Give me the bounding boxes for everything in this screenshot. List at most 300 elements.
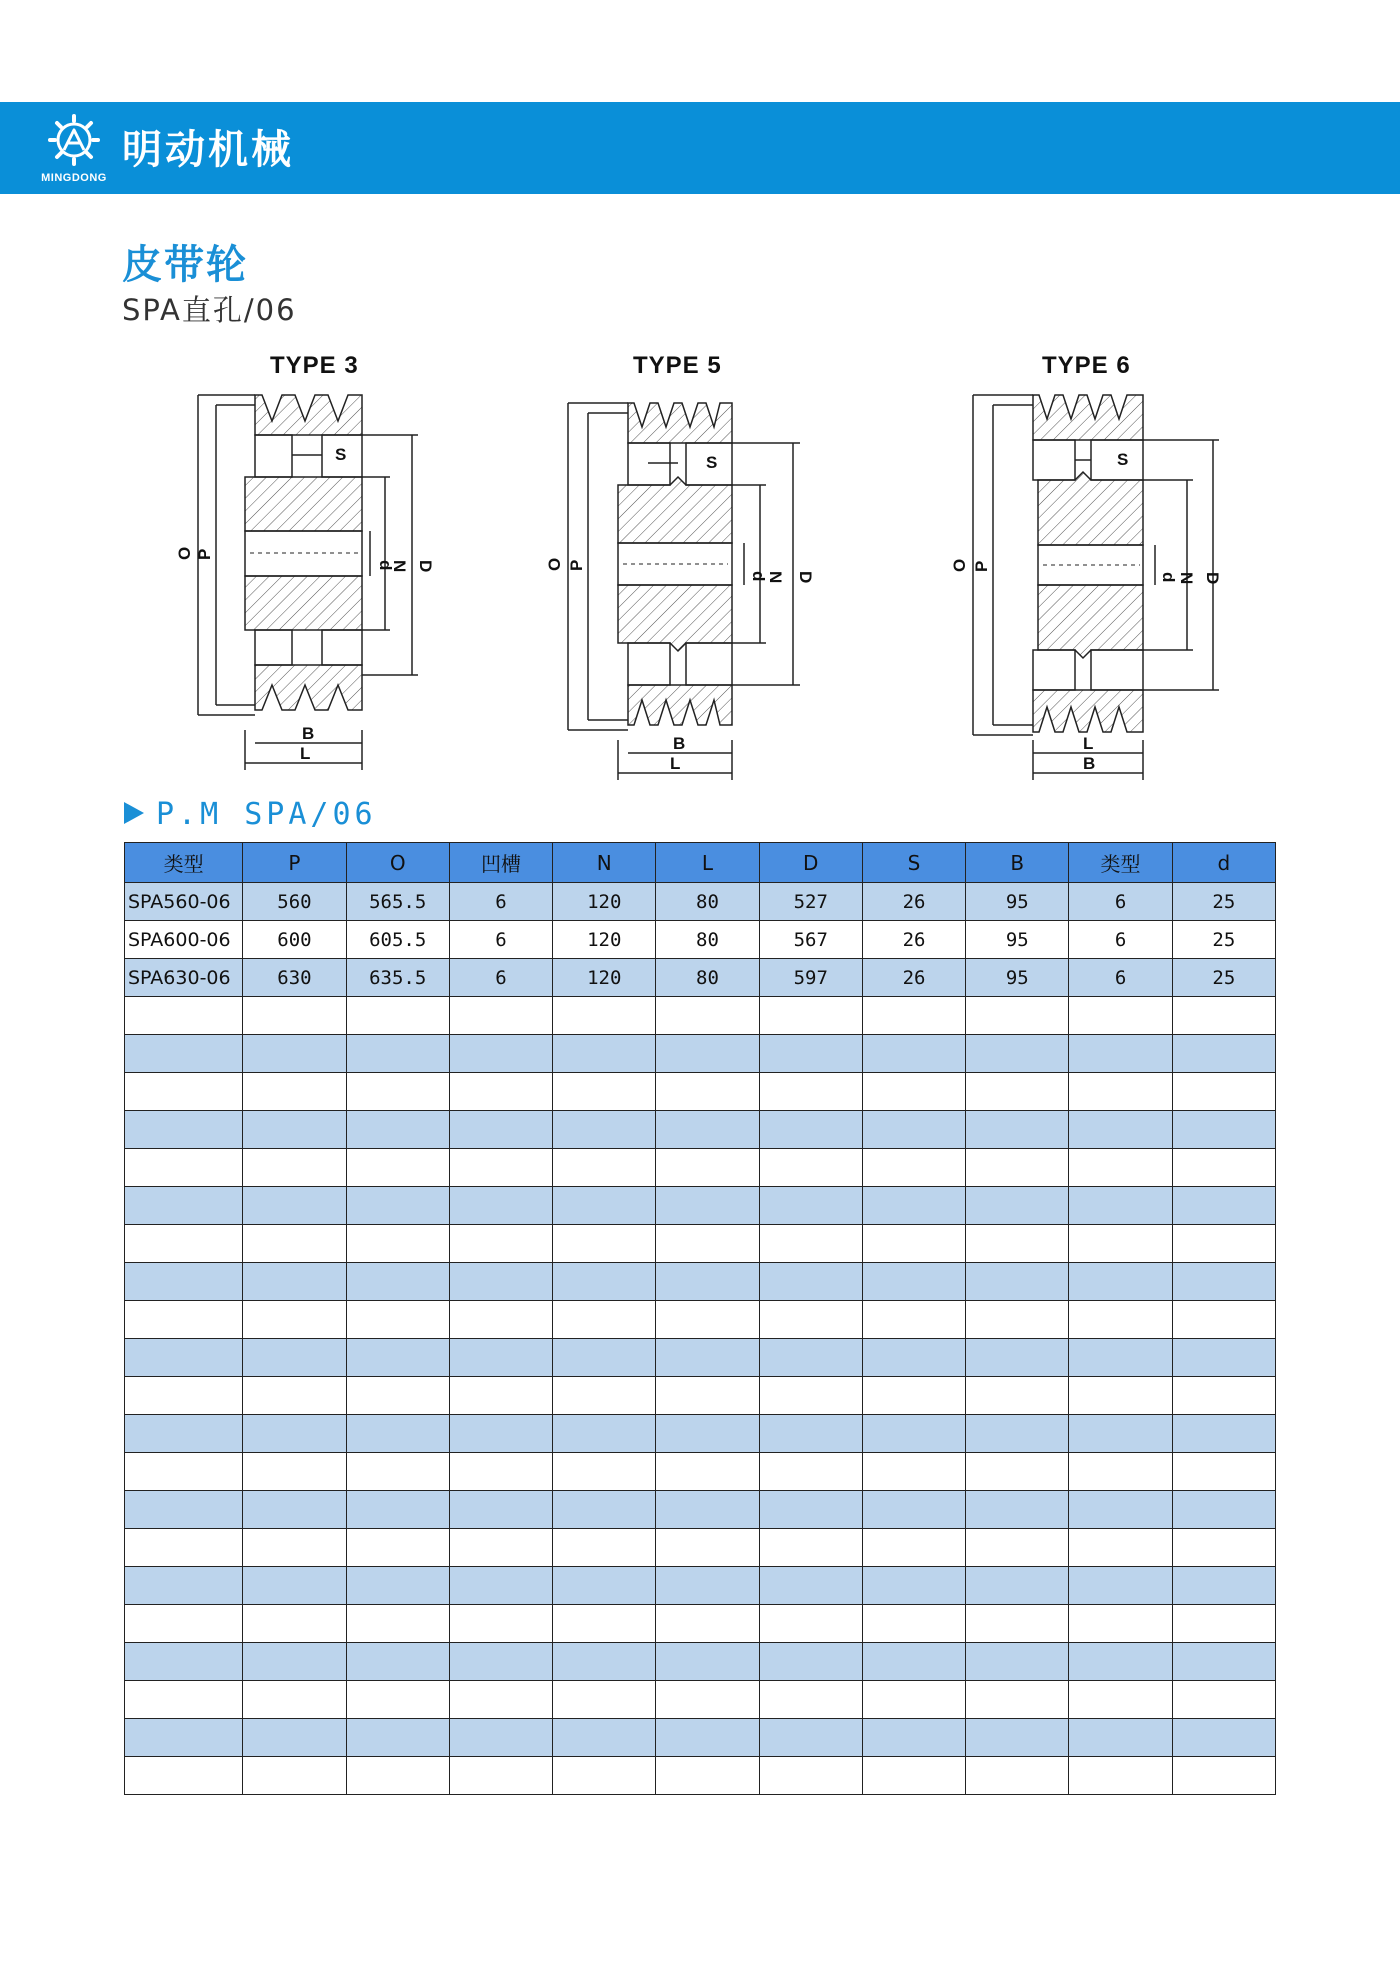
logo-text: MINGDONG <box>41 172 107 184</box>
table-cell <box>966 1301 1069 1339</box>
pulley-drawing-type3 <box>175 385 440 775</box>
table-cell <box>656 1377 759 1415</box>
table-cell: 560 <box>243 883 346 921</box>
table-cell <box>346 1187 449 1225</box>
table-cell <box>125 1605 243 1643</box>
table-cell <box>1172 1757 1275 1795</box>
table-cell <box>553 1111 656 1149</box>
table-cell <box>553 1491 656 1529</box>
table-cell: 635.5 <box>346 959 449 997</box>
dim-o: O <box>950 558 969 572</box>
table-cell <box>449 1757 552 1795</box>
table-cell <box>346 1719 449 1757</box>
section-heading <box>124 795 377 835</box>
table-cell <box>759 1529 862 1567</box>
table-cell <box>243 1225 346 1263</box>
table-cell <box>243 1187 346 1225</box>
dim-n: N <box>766 571 785 584</box>
table-cell <box>656 1073 759 1111</box>
table-cell <box>346 997 449 1035</box>
table-row <box>125 1681 1276 1719</box>
table-cell <box>862 1225 965 1263</box>
table-cell <box>862 1377 965 1415</box>
table-cell <box>1069 1529 1172 1567</box>
table-cell <box>759 1225 862 1263</box>
table-cell <box>1172 1643 1275 1681</box>
table-cell: 25 <box>1172 883 1275 921</box>
table-cell <box>346 1529 449 1567</box>
table-cell <box>449 997 552 1035</box>
table-cell <box>862 1757 965 1795</box>
col-header: 类型 <box>125 843 243 883</box>
table-cell <box>125 1529 243 1567</box>
table-cell <box>346 1263 449 1301</box>
table-cell <box>759 1339 862 1377</box>
table-cell <box>656 997 759 1035</box>
table-cell <box>1172 997 1275 1035</box>
table-cell <box>759 1263 862 1301</box>
table-cell <box>759 1149 862 1187</box>
table-cell: 6 <box>449 883 552 921</box>
table-cell <box>759 1757 862 1795</box>
table-cell <box>243 1377 346 1415</box>
table-cell <box>243 1149 346 1187</box>
dim-d: D <box>1203 572 1222 585</box>
table-row <box>125 1263 1276 1301</box>
table-cell <box>125 1187 243 1225</box>
table-cell <box>1069 1681 1172 1719</box>
table-cell <box>243 1339 346 1377</box>
table-cell <box>1069 1225 1172 1263</box>
dim-p: P <box>567 559 586 571</box>
table-cell <box>862 1263 965 1301</box>
table-cell <box>449 1643 552 1681</box>
table-cell <box>966 1263 1069 1301</box>
table-cell <box>243 1453 346 1491</box>
table-cell <box>862 1681 965 1719</box>
table-cell <box>125 1681 243 1719</box>
dim-b: B <box>673 734 686 753</box>
table-cell <box>759 1111 862 1149</box>
table-cell <box>656 1529 759 1567</box>
table-cell <box>966 1719 1069 1757</box>
table-cell <box>346 1605 449 1643</box>
table-cell <box>553 1035 656 1073</box>
table-row <box>125 1111 1276 1149</box>
table-cell <box>966 1681 1069 1719</box>
table-cell <box>243 1529 346 1567</box>
table-cell <box>449 1491 552 1529</box>
dim-n: N <box>1177 572 1196 585</box>
table-row <box>125 1339 1276 1377</box>
table-cell <box>759 1719 862 1757</box>
table-cell <box>1069 1377 1172 1415</box>
dim-l: L <box>1083 734 1094 753</box>
table-cell: 95 <box>966 883 1069 921</box>
table-cell <box>862 997 965 1035</box>
table-row <box>125 1605 1276 1643</box>
table-cell: 597 <box>759 959 862 997</box>
table-cell <box>346 1377 449 1415</box>
table-cell <box>1172 1605 1275 1643</box>
table-cell <box>243 1111 346 1149</box>
table-cell <box>862 1073 965 1111</box>
table-cell <box>553 1757 656 1795</box>
table-cell <box>759 1415 862 1453</box>
table-cell <box>553 1073 656 1111</box>
table-cell <box>1069 1643 1172 1681</box>
table-cell: 80 <box>656 883 759 921</box>
table-cell <box>966 1339 1069 1377</box>
table-cell <box>1172 1187 1275 1225</box>
table-cell <box>1172 1377 1275 1415</box>
table-cell <box>1172 1491 1275 1529</box>
table-cell <box>553 1301 656 1339</box>
table-cell <box>553 1453 656 1491</box>
table-cell <box>966 997 1069 1035</box>
col-header: B <box>966 843 1069 883</box>
table-cell <box>1172 1149 1275 1187</box>
table-cell <box>553 1415 656 1453</box>
table-cell <box>656 1187 759 1225</box>
table-cell <box>125 1035 243 1073</box>
product-subtitle: SPA直孔/06 <box>122 293 297 327</box>
dim-o: O <box>175 546 194 560</box>
table-cell <box>346 1491 449 1529</box>
table-cell <box>243 997 346 1035</box>
table-cell <box>1069 1035 1172 1073</box>
table-row <box>125 1453 1276 1491</box>
table-cell <box>862 1149 965 1187</box>
table-cell <box>449 1073 552 1111</box>
table-cell <box>346 1149 449 1187</box>
dim-p: P <box>195 548 214 560</box>
table-body <box>125 883 1276 1795</box>
table-cell <box>243 1035 346 1073</box>
table-cell <box>966 1529 1069 1567</box>
table-cell <box>243 1719 346 1757</box>
table-cell <box>1172 1719 1275 1757</box>
table-cell <box>449 1605 552 1643</box>
table-cell <box>125 1073 243 1111</box>
table-cell <box>966 1491 1069 1529</box>
table-cell <box>656 1111 759 1149</box>
table-cell <box>243 1567 346 1605</box>
table-cell <box>759 997 862 1035</box>
table-cell <box>243 1605 346 1643</box>
table-cell <box>759 1643 862 1681</box>
col-header: d <box>1172 843 1275 883</box>
dim-d-small: d <box>376 560 395 571</box>
table-cell <box>862 1453 965 1491</box>
dim-d-small: d <box>749 571 768 582</box>
table-cell <box>966 1453 1069 1491</box>
table-row <box>125 1035 1276 1073</box>
table-cell: 25 <box>1172 921 1275 959</box>
table-row <box>125 1491 1276 1529</box>
table-cell <box>243 1263 346 1301</box>
table-cell <box>1069 1339 1172 1377</box>
table-cell <box>759 1567 862 1605</box>
table-cell <box>656 1605 759 1643</box>
table-cell <box>449 1529 552 1567</box>
table-cell <box>656 1757 759 1795</box>
dim-b: B <box>302 724 315 743</box>
table-cell <box>449 1377 552 1415</box>
table-cell <box>966 1643 1069 1681</box>
table-row <box>125 1073 1276 1111</box>
table-cell: 95 <box>966 921 1069 959</box>
table-cell <box>656 1301 759 1339</box>
table-cell <box>449 1263 552 1301</box>
table-cell <box>1172 1453 1275 1491</box>
table-row <box>125 1187 1276 1225</box>
table-cell <box>1172 1263 1275 1301</box>
section-heading-text: P.M SPA/06 <box>156 797 377 832</box>
table-row <box>125 921 1276 959</box>
table-cell <box>966 1377 1069 1415</box>
table-cell <box>862 1415 965 1453</box>
table-cell <box>656 1263 759 1301</box>
table-cell <box>966 1757 1069 1795</box>
table-cell <box>862 1187 965 1225</box>
table-cell: 120 <box>553 921 656 959</box>
table-cell <box>346 1301 449 1339</box>
table-cell <box>243 1643 346 1681</box>
table-cell <box>449 1453 552 1491</box>
triangle-arrow-icon <box>124 802 144 824</box>
table-cell: 26 <box>862 883 965 921</box>
table-cell <box>966 1073 1069 1111</box>
table-cell <box>346 1643 449 1681</box>
table-cell <box>346 1415 449 1453</box>
table-cell <box>656 1339 759 1377</box>
table-cell <box>1172 1111 1275 1149</box>
table-cell <box>656 1491 759 1529</box>
col-header: D <box>759 843 862 883</box>
dim-n: N <box>390 560 409 573</box>
table-cell <box>553 1187 656 1225</box>
table-row <box>125 1225 1276 1263</box>
table-cell <box>1069 1187 1172 1225</box>
table-cell: 605.5 <box>346 921 449 959</box>
table-cell <box>125 1377 243 1415</box>
table-cell <box>656 1035 759 1073</box>
drawing-label-type3: TYPE 3 <box>270 352 359 379</box>
col-header: O <box>346 843 449 883</box>
table-cell: 80 <box>656 921 759 959</box>
table-cell <box>449 1035 552 1073</box>
dim-s: S <box>706 453 718 472</box>
table-cell <box>553 1681 656 1719</box>
table-cell: SPA560-06 <box>125 883 243 921</box>
table-row <box>125 1377 1276 1415</box>
table-cell <box>243 1301 346 1339</box>
table-cell <box>862 1567 965 1605</box>
dim-l: L <box>670 754 681 773</box>
table-cell: 6 <box>1069 883 1172 921</box>
table-cell <box>966 1149 1069 1187</box>
table-cell <box>1172 1301 1275 1339</box>
col-header: 类型 <box>1069 843 1172 883</box>
brand-name: 明动机械 <box>122 127 294 173</box>
table-cell: 6 <box>449 921 552 959</box>
table-cell <box>1069 1491 1172 1529</box>
table-row <box>125 959 1276 997</box>
table-cell <box>759 1187 862 1225</box>
table-cell <box>553 1529 656 1567</box>
table-cell <box>553 1263 656 1301</box>
table-cell <box>553 1643 656 1681</box>
table-cell <box>346 1339 449 1377</box>
table-cell <box>1172 1035 1275 1073</box>
col-header: S <box>862 843 965 883</box>
table-cell <box>449 1301 552 1339</box>
table-row <box>125 883 1276 921</box>
table-cell <box>966 1187 1069 1225</box>
table-cell <box>346 1567 449 1605</box>
table-cell <box>346 1111 449 1149</box>
table-cell: 527 <box>759 883 862 921</box>
table-cell <box>346 1453 449 1491</box>
table-cell <box>862 1491 965 1529</box>
table-cell: SPA600-06 <box>125 921 243 959</box>
table-cell <box>553 1377 656 1415</box>
table-cell <box>449 1225 552 1263</box>
table-cell <box>449 1111 552 1149</box>
dim-s: S <box>335 445 347 464</box>
table-cell <box>656 1643 759 1681</box>
table-cell <box>125 1643 243 1681</box>
table-row <box>125 1301 1276 1339</box>
table-cell: 6 <box>449 959 552 997</box>
dim-p: P <box>972 560 991 572</box>
table-cell <box>125 1301 243 1339</box>
table-cell <box>862 1035 965 1073</box>
table-cell <box>125 1719 243 1757</box>
table-row <box>125 1529 1276 1567</box>
table-cell <box>449 1339 552 1377</box>
table-cell <box>449 1681 552 1719</box>
table-row <box>125 1567 1276 1605</box>
table-cell <box>1069 1301 1172 1339</box>
table-cell: 25 <box>1172 959 1275 997</box>
table-cell: 6 <box>1069 959 1172 997</box>
table-cell <box>759 1453 862 1491</box>
table-cell <box>346 1757 449 1795</box>
table-cell: 565.5 <box>346 883 449 921</box>
table-row <box>125 1149 1276 1187</box>
table-cell <box>125 997 243 1035</box>
table-cell <box>759 1035 862 1073</box>
spec-table <box>124 842 1276 1795</box>
table-cell <box>966 1225 1069 1263</box>
table-cell <box>759 1605 862 1643</box>
table-cell <box>346 1035 449 1073</box>
dim-l: L <box>300 744 311 763</box>
table-cell <box>1069 1719 1172 1757</box>
table-cell <box>125 1415 243 1453</box>
table-cell <box>862 1529 965 1567</box>
table-cell <box>243 1073 346 1111</box>
table-cell <box>553 1225 656 1263</box>
table-cell <box>1172 1415 1275 1453</box>
table-cell <box>1069 1263 1172 1301</box>
table-cell: 26 <box>862 921 965 959</box>
table-cell <box>759 1301 862 1339</box>
dim-d-small: d <box>1159 572 1178 583</box>
header-banner <box>0 102 1400 194</box>
col-header: P <box>243 843 346 883</box>
dim-b: B <box>1083 754 1096 773</box>
col-header: L <box>656 843 759 883</box>
table-cell <box>1172 1225 1275 1263</box>
dim-o: O <box>545 557 564 571</box>
table-cell <box>243 1757 346 1795</box>
table-cell <box>125 1111 243 1149</box>
col-header: 凹槽 <box>449 843 552 883</box>
table-cell <box>1069 1567 1172 1605</box>
table-cell <box>759 1377 862 1415</box>
table-cell <box>656 1149 759 1187</box>
table-cell <box>862 1301 965 1339</box>
table-cell: 120 <box>553 959 656 997</box>
table-row <box>125 1757 1276 1795</box>
table-cell <box>759 1491 862 1529</box>
table-cell <box>862 1339 965 1377</box>
table-cell <box>1172 1681 1275 1719</box>
table-cell <box>125 1453 243 1491</box>
drawing-label-type6: TYPE 6 <box>1042 352 1131 379</box>
table-cell <box>125 1263 243 1301</box>
table-cell <box>862 1643 965 1681</box>
table-cell <box>125 1225 243 1263</box>
table-cell <box>656 1415 759 1453</box>
table-cell <box>243 1491 346 1529</box>
table-cell <box>346 1681 449 1719</box>
table-row <box>125 1719 1276 1757</box>
table-cell <box>1069 1605 1172 1643</box>
table-cell <box>125 1567 243 1605</box>
dim-d: D <box>416 560 435 573</box>
table-cell <box>862 1111 965 1149</box>
table-cell <box>449 1567 552 1605</box>
table-cell <box>656 1681 759 1719</box>
table-cell <box>449 1149 552 1187</box>
gear-logo-icon <box>38 112 110 168</box>
table-cell: 6 <box>1069 921 1172 959</box>
table-cell <box>346 1073 449 1111</box>
table-cell <box>656 1567 759 1605</box>
table-header-row <box>125 843 1276 883</box>
drawing-label-type5: TYPE 5 <box>633 352 722 379</box>
table-cell <box>553 1339 656 1377</box>
dim-s: S <box>1117 450 1129 469</box>
table-cell <box>966 1415 1069 1453</box>
table-cell: 630 <box>243 959 346 997</box>
product-title: 皮带轮 <box>122 242 248 288</box>
table-cell <box>1172 1529 1275 1567</box>
table-cell <box>553 1567 656 1605</box>
table-cell <box>1069 1415 1172 1453</box>
table-cell <box>656 1453 759 1491</box>
table-cell: SPA630-06 <box>125 959 243 997</box>
table-cell <box>553 1719 656 1757</box>
table-cell <box>759 1681 862 1719</box>
table-cell <box>862 1719 965 1757</box>
table-cell: 120 <box>553 883 656 921</box>
table-cell <box>1069 1453 1172 1491</box>
